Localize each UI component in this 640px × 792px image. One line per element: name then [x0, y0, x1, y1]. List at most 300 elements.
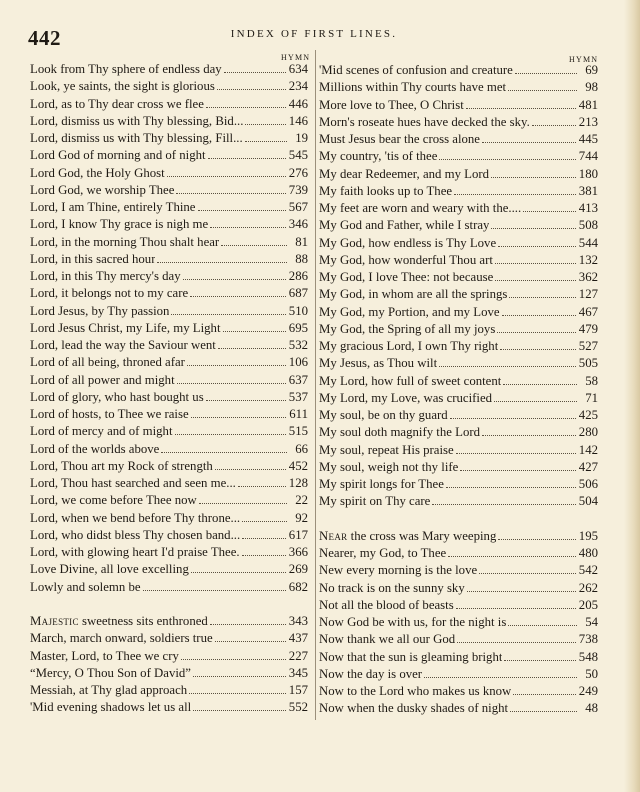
dot-leader — [245, 124, 285, 125]
dot-leader — [175, 434, 286, 435]
dot-leader — [223, 331, 286, 332]
hymn-number: 515 — [288, 424, 308, 439]
first-line-words: Lord God, the Holy Ghost — [30, 165, 165, 180]
index-entry — [30, 492, 308, 509]
dot-leader — [161, 452, 287, 453]
hymn-number: 552 — [288, 700, 308, 715]
hymn-number: 637 — [288, 372, 308, 387]
hymn-number: 425 — [578, 408, 598, 422]
first-line-words: Lord, it belongs not to my care — [30, 286, 189, 301]
first-line-text — [319, 493, 430, 510]
index-entry — [319, 148, 598, 165]
hymn-number: 22 — [295, 493, 308, 508]
hymn-number: 213 — [578, 114, 598, 129]
dot-leader — [167, 176, 286, 177]
dot-leader — [193, 710, 286, 711]
first-line-text — [319, 304, 500, 321]
index-entry — [30, 699, 308, 716]
first-line-text — [319, 183, 452, 200]
hymn-number: 544 — [578, 235, 598, 250]
first-line-words: My God, my Portion, and my Love — [319, 304, 500, 319]
index-entry — [30, 406, 308, 423]
first-line-words: Master, Lord, to Thee we cry — [30, 648, 179, 663]
first-line-text — [319, 338, 498, 355]
index-entry — [319, 217, 598, 234]
first-line-text — [319, 442, 454, 459]
section-initial-word: Majestic — [30, 614, 79, 628]
dot-leader — [498, 246, 576, 247]
first-line-words: Now to the Lord who makes us know — [319, 684, 512, 698]
hymn-number: 506 — [578, 477, 598, 491]
hymn-number: 634 — [288, 62, 308, 76]
index-entry — [319, 700, 598, 717]
first-line-text — [319, 390, 492, 407]
hymn-number: 132 — [578, 252, 598, 267]
hymn-number: 413 — [578, 201, 598, 215]
index-entry — [30, 61, 308, 78]
first-line-words: Lord, dismiss us with Thy blessing, Bid... — [30, 113, 244, 128]
first-line-text — [319, 683, 511, 700]
index-entry — [30, 354, 308, 371]
dot-leader — [513, 694, 576, 695]
hymn-number: 480 — [578, 546, 598, 560]
dot-leader — [193, 676, 286, 677]
first-line-text — [30, 303, 169, 320]
dot-leader — [143, 590, 286, 591]
section-gap — [319, 511, 598, 528]
first-line-text — [30, 372, 175, 389]
index-entry — [319, 114, 598, 131]
dot-leader — [210, 227, 286, 228]
first-line-text — [319, 148, 437, 165]
first-line-words: Lord Jesus Christ, my Life, my Light — [30, 320, 221, 335]
first-line-words: the cross was Mary weeping — [347, 528, 497, 543]
hymn-number: 510 — [288, 303, 308, 318]
index-entry — [30, 130, 308, 147]
hymn-number: 249 — [578, 684, 598, 698]
dot-leader — [491, 228, 575, 229]
index-entry — [30, 113, 308, 130]
hymn-number: 537 — [288, 389, 308, 404]
index-entry — [319, 390, 598, 407]
first-line-words: Must Jesus bear the cross alone — [319, 132, 480, 146]
dot-leader — [504, 660, 575, 661]
hymn-number: 88 — [295, 251, 308, 266]
index-entry — [319, 580, 598, 597]
first-line-text — [30, 216, 208, 233]
dot-leader — [467, 591, 576, 592]
dot-leader — [198, 210, 286, 211]
index-entry — [30, 682, 308, 699]
index-entry — [319, 666, 598, 683]
dot-leader — [500, 349, 576, 350]
first-line-text — [319, 373, 501, 390]
index-entry — [319, 597, 598, 614]
hymn-number: 54 — [585, 615, 598, 629]
first-line-words: Lord, lead the way the Saviour went — [30, 338, 216, 352]
dot-leader — [523, 211, 576, 212]
index-entry — [30, 303, 308, 320]
dot-leader — [495, 263, 576, 264]
hymn-number: 452 — [288, 458, 308, 473]
dot-leader — [210, 624, 286, 625]
hymn-number: 58 — [585, 373, 598, 388]
first-line-words: My soul, weigh not thy life — [319, 459, 459, 474]
first-line-words: Lord, in this Thy mercy's day — [30, 269, 181, 283]
first-line-words: Morn's roseate hues have decked the sky. — [319, 114, 530, 129]
first-line-text — [30, 389, 204, 406]
dot-leader — [479, 573, 576, 574]
first-line-words: My Lord, my Love, was crucified — [319, 390, 493, 405]
first-line-text — [30, 337, 216, 354]
index-entry — [319, 62, 598, 79]
first-line-words: Not all the blood of beasts — [319, 597, 454, 612]
first-line-text — [30, 579, 141, 596]
first-line-text — [319, 424, 480, 441]
first-line-text — [319, 631, 455, 648]
index-entry — [319, 493, 598, 510]
first-line-words: Lord Jesus, by Thy passion — [30, 303, 170, 318]
first-line-words: Lord, we come before Thee now — [30, 493, 197, 508]
first-line-words: Lord God, we worship Thee — [30, 182, 175, 197]
index-entry — [319, 286, 598, 303]
index-entry — [319, 131, 598, 148]
first-line-text — [30, 78, 215, 95]
first-line-text — [30, 61, 222, 78]
first-line-words: Messiah, at Thy glad approach — [30, 683, 188, 697]
index-entry — [319, 97, 598, 114]
first-line-words: Lord, as to Thy dear cross we flee — [30, 96, 204, 111]
first-line-words: Lord, I know Thy grace is nigh me — [30, 217, 209, 232]
hymn-number: 744 — [578, 149, 598, 164]
first-line-text — [319, 200, 521, 217]
first-line-words: Lord of hosts, to Thee we raise — [30, 407, 189, 421]
first-line-text — [30, 234, 219, 251]
index-entry — [319, 373, 598, 390]
dot-leader — [189, 693, 286, 694]
dot-leader — [171, 314, 285, 315]
first-line-words: Lord of all being, throned afar — [30, 355, 185, 370]
index-entry — [30, 544, 308, 561]
dot-leader — [238, 486, 286, 487]
index-entry — [30, 234, 308, 251]
dot-leader — [454, 194, 576, 195]
first-line-text — [30, 423, 173, 440]
index-entry — [319, 338, 598, 355]
hymn-number: 98 — [585, 80, 598, 95]
dot-leader — [218, 348, 286, 349]
dot-leader — [515, 73, 577, 74]
first-line-words: Lord, Thou hast searched and seen me... — [30, 476, 236, 490]
index-entry — [319, 442, 598, 459]
first-line-words: Lord God of morning and of night — [30, 148, 206, 163]
dot-leader — [242, 521, 287, 522]
hymn-column-label-left: HYMN — [281, 53, 311, 62]
first-line-text — [319, 528, 496, 545]
first-line-words: Millions within Thy courts have met — [319, 80, 507, 95]
dot-leader — [221, 245, 287, 246]
first-line-words: My God and Father, while I stray — [319, 218, 490, 233]
index-entry — [30, 613, 308, 630]
hymn-number: 542 — [578, 563, 598, 578]
hymn-number: 695 — [288, 320, 308, 335]
index-entry — [319, 545, 598, 562]
index-entry — [30, 648, 308, 665]
index-entry — [30, 199, 308, 216]
dot-leader — [176, 193, 285, 194]
first-line-text — [30, 458, 213, 475]
first-line-words: My soul doth magnify the Lord — [319, 425, 481, 440]
first-line-words: My faith looks up to Thee — [319, 183, 453, 198]
dot-leader — [482, 435, 576, 436]
hymn-number: 205 — [578, 597, 598, 612]
index-entry — [319, 528, 598, 545]
dot-leader — [439, 159, 575, 160]
index-entry — [30, 510, 308, 527]
hymn-number: 66 — [295, 441, 308, 456]
first-line-words: My feet are worn and weary with the.... — [319, 201, 522, 215]
first-line-words: Lord, in the morning Thou shalt hear — [30, 234, 220, 249]
first-line-words: sweetness sits enthroned — [78, 614, 208, 628]
dot-leader — [510, 711, 577, 712]
hymn-number: 346 — [288, 217, 308, 232]
first-line-words: Lord, in this sacred hour — [30, 251, 156, 266]
hymn-number: 269 — [288, 562, 308, 577]
dot-leader — [482, 142, 576, 143]
dot-leader — [448, 556, 576, 557]
first-line-text — [30, 630, 213, 647]
dot-leader — [446, 487, 576, 488]
first-line-text — [319, 649, 502, 666]
hymn-number: 467 — [578, 304, 598, 319]
first-line-text — [30, 147, 206, 164]
first-line-text — [30, 320, 221, 337]
index-entry — [30, 372, 308, 389]
first-line-words: My God, the Spring of all my joys — [319, 321, 496, 336]
first-line-text — [30, 544, 240, 561]
dot-leader — [206, 107, 286, 108]
hymn-number: 548 — [578, 649, 598, 664]
first-line-text — [30, 165, 165, 182]
first-line-text — [30, 613, 208, 630]
index-entry — [30, 216, 308, 233]
index-entry — [319, 407, 598, 424]
first-line-text — [30, 475, 236, 492]
first-line-words: Now that the sun is gleaming bright — [319, 649, 503, 664]
hymn-number: 48 — [585, 701, 598, 716]
hymn-number: 343 — [288, 614, 308, 628]
hymn-number: 286 — [288, 269, 308, 283]
dot-leader — [508, 90, 577, 91]
dot-leader — [509, 297, 575, 298]
first-line-text — [319, 355, 437, 372]
hymn-number: 195 — [578, 528, 598, 543]
index-entry — [319, 252, 598, 269]
index-entry — [319, 321, 598, 338]
index-entry — [30, 78, 308, 95]
hymn-number: 437 — [288, 631, 308, 646]
first-line-words: My soul, repeat His praise — [319, 442, 454, 457]
section-initial-word: Near — [319, 528, 348, 543]
first-line-text — [319, 79, 506, 96]
first-line-text — [319, 700, 508, 717]
first-line-text — [30, 96, 204, 113]
first-line-text — [319, 545, 446, 562]
first-line-words: My spirit longs for Thee — [319, 477, 444, 491]
dot-leader — [245, 141, 287, 142]
page-spine-shadow — [624, 0, 640, 792]
dot-leader — [432, 504, 575, 505]
hymn-number: 106 — [288, 355, 308, 370]
dot-leader — [439, 366, 576, 367]
first-line-text — [319, 286, 507, 303]
running-head: INDEX OF FIRST LINES. — [230, 28, 398, 40]
hymn-number: 508 — [578, 218, 598, 233]
dot-leader — [183, 279, 286, 280]
first-line-words: Love Divine, all love excelling — [30, 562, 189, 577]
first-line-words: My dear Redeemer, and my Lord — [319, 166, 490, 181]
dot-leader — [497, 332, 575, 333]
dot-leader — [424, 677, 577, 678]
first-line-words: Lord of glory, who hast bought us — [30, 389, 204, 404]
index-entry — [319, 166, 598, 183]
hymn-number: 481 — [578, 97, 598, 112]
index-entry — [30, 441, 308, 458]
first-line-words: My soul, be on thy guard — [319, 408, 448, 422]
first-line-text — [319, 459, 458, 476]
hymn-number: 445 — [578, 132, 598, 146]
section-gap — [30, 596, 308, 613]
hymn-number: 19 — [295, 131, 308, 145]
index-entry — [319, 79, 598, 96]
hymn-number: 381 — [578, 183, 598, 198]
hymn-number: 71 — [585, 390, 598, 405]
dot-leader — [206, 400, 286, 401]
dot-leader — [503, 384, 577, 385]
dot-leader — [224, 72, 286, 73]
first-line-words: No track is on the sunny sky — [319, 580, 465, 595]
index-entry — [30, 165, 308, 182]
first-line-words: Lowly and solemn be — [30, 579, 141, 594]
first-line-text — [30, 268, 181, 285]
first-line-words: 'Mid scenes of confusion and creature — [319, 63, 513, 77]
hymn-number: 50 — [585, 666, 598, 681]
first-line-words: My Jesus, as Thou wilt — [319, 356, 438, 371]
first-line-words: My Lord, how full of sweet content — [319, 373, 502, 388]
dot-leader — [508, 625, 577, 626]
hymn-number: 682 — [288, 579, 308, 594]
hymn-number: 366 — [288, 545, 308, 559]
page-number: 442 — [28, 26, 61, 50]
index-entry — [319, 631, 598, 648]
first-line-text — [30, 561, 189, 578]
dot-leader — [217, 89, 286, 90]
first-line-words: Lord, who didst bless Thy chosen band... — [30, 527, 241, 542]
dot-leader — [502, 315, 576, 316]
hymn-number: 567 — [288, 200, 308, 214]
first-line-words: Lord, with glowing heart I'd praise Thee. — [30, 545, 240, 559]
first-line-words: Lord of mercy and of might — [30, 424, 173, 439]
hymn-number: 527 — [578, 339, 598, 353]
dot-leader — [450, 418, 576, 419]
hymn-number: 276 — [288, 165, 308, 180]
index-entry — [319, 683, 598, 700]
dot-leader — [498, 539, 575, 540]
index-entry — [319, 235, 598, 252]
column-divider — [315, 50, 316, 720]
first-line-text — [319, 166, 489, 183]
dot-leader — [191, 417, 287, 418]
dot-leader — [187, 365, 286, 366]
index-entry — [319, 424, 598, 441]
hymn-number: 69 — [585, 63, 598, 77]
index-entry — [30, 147, 308, 164]
hymn-number: 234 — [288, 79, 308, 94]
first-line-words: Lord, when we bend before Thy throne... — [30, 510, 241, 525]
dot-leader — [242, 538, 286, 539]
hymn-number: 262 — [578, 580, 598, 595]
hymn-number: 427 — [578, 459, 598, 474]
index-entry — [30, 665, 308, 682]
first-line-words: Lord of all power and might — [30, 372, 175, 387]
index-entry — [30, 337, 308, 354]
first-line-text — [319, 269, 493, 286]
first-line-words: My God, how endless is Thy Love — [319, 235, 497, 250]
index-entry — [30, 475, 308, 492]
hymn-number: 280 — [578, 425, 598, 440]
first-line-text — [30, 441, 159, 458]
hymn-number: 479 — [578, 321, 598, 336]
index-entry — [30, 182, 308, 199]
hymn-number: 505 — [578, 356, 598, 371]
first-line-text — [30, 648, 179, 665]
first-line-text — [319, 476, 444, 493]
hymn-number: 92 — [295, 510, 308, 525]
dot-leader — [215, 469, 286, 470]
first-line-text — [319, 217, 489, 234]
first-line-words: Now thank we all our God — [319, 632, 456, 647]
dot-leader — [457, 642, 576, 643]
first-line-words: My country, 'tis of thee — [319, 149, 438, 164]
index-entry — [319, 355, 598, 372]
first-line-words: Look, ye saints, the sight is glorious — [30, 79, 215, 94]
hymn-number: 142 — [578, 442, 598, 457]
first-line-words: Look from Thy sphere of endless day — [30, 62, 222, 76]
first-line-words: “Mercy, O Thou Son of David” — [30, 665, 191, 680]
hymn-number: 157 — [288, 683, 308, 697]
first-line-text — [30, 354, 185, 371]
index-entry — [319, 200, 598, 217]
first-line-text — [319, 114, 530, 131]
dot-leader — [456, 608, 576, 609]
index-entry — [30, 561, 308, 578]
hymn-number: 446 — [288, 96, 308, 111]
index-entry — [30, 268, 308, 285]
first-line-words: Nearer, my God, to Thee — [319, 546, 447, 560]
hymn-number: 362 — [578, 270, 598, 284]
index-entry — [30, 527, 308, 544]
first-line-text — [30, 527, 240, 544]
hymn-number: 738 — [578, 632, 598, 647]
first-line-words: Now God be with us, for the night is — [319, 615, 507, 629]
first-line-text — [319, 131, 480, 148]
first-line-words: My God, in whom are all the springs — [319, 287, 508, 302]
dot-leader — [177, 383, 286, 384]
first-line-text — [319, 407, 448, 424]
dot-leader — [242, 555, 286, 556]
first-line-text — [30, 492, 197, 509]
hymn-number: 687 — [288, 286, 308, 301]
